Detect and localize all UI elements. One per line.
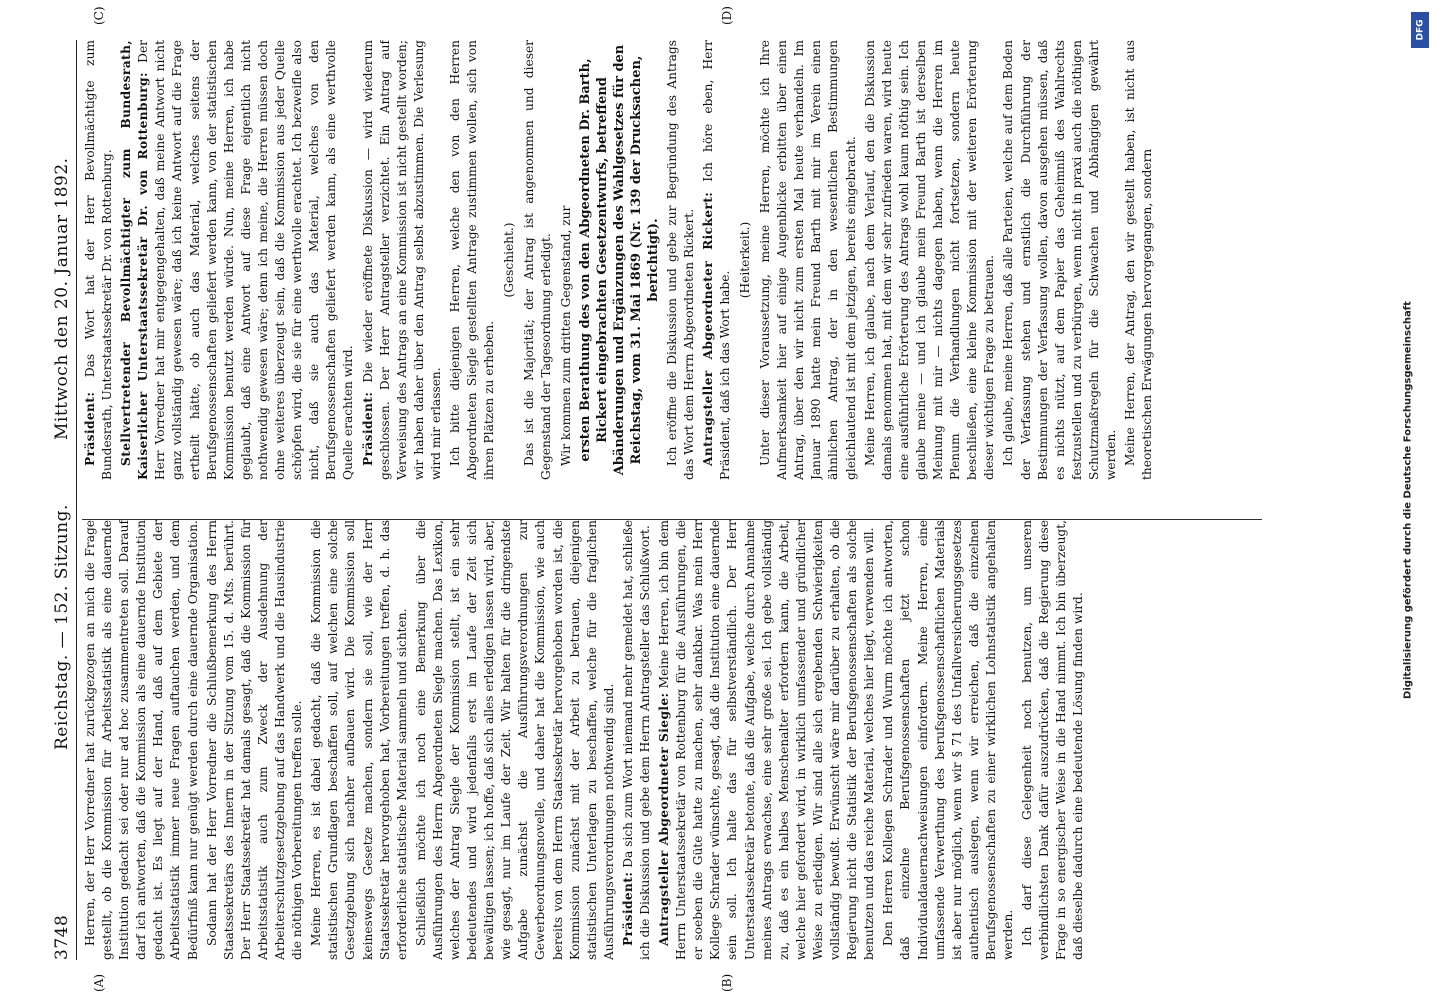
speech-text: Das Wort hat der Herr Bevollmächtigte zum Bundesrath, Unterstaatssekretär Dr. von Rottenburg. — [83, 40, 115, 480]
speaker-name: Präsident: — [620, 871, 635, 946]
margin-marker-b: (B) — [720, 973, 734, 992]
left-column — [82, 520, 1282, 960]
speech-text: Ich höre eben, Herr Präsident, daß ich das Wort habe. — [700, 40, 732, 480]
speaker-name: Präsident: — [83, 391, 97, 466]
paragraph: Sodann hat der Herr Vorredner die Schlußbemerkung des Herrn Staatssekretärs des Innern in der Sitzung vom 15. d. Mts. berührt. Der Herr Staatssekretär hat damals gesagt, daß die Kommission für Arbeitsstatistik auch zum Zweck der Ausdehnung der Arbeiterschutzgesetzgebung auf das Handwerk und die Hausindustrie die nöthigen Vorbereitungen treffen solle. — [204, 520, 305, 960]
dfg-logo: DFG — [1411, 12, 1429, 48]
speaker-name: Stellvertretender Bevollmächtigter zum Bundesrath, Kaiserlicher Unterstaatssekretär Dr. von Rottenburg: — [119, 40, 151, 480]
header-rule — [76, 40, 77, 960]
speech-text: Da sich zum Wort niemand mehr gemeldet hat, schließe ich die Diskussion und gebe dem Herrn Antragsteller das Schlußwort. — [620, 520, 652, 960]
paragraph: Herren, der Herr Vorredner hat zurückgezogen an mich die Frage gestellt, ob die Kommission für Arbeitsstatistik als eine dauernde Institution gedacht sei oder nur ad hoc zusammentreten soll. Darauf darf ich antworten, daß die Kommission als eine dauernde Institution gedacht ist. Es liegt auf der Hand, daß auf dem Gebiete der Arbeitsstatistik immer neue Fragen auftauchen werden, und dem Bedürfniß kann nur genügt werden durch eine dauernde Organisation. — [83, 520, 200, 960]
paragraph: Das ist die Majorität; der Antrag ist angenommen und dieser Gegenstand der Tagesordnung erledigt. — [522, 40, 554, 480]
speaker-name: Präsident: — [360, 391, 375, 466]
paragraph: Schließlich möchte ich noch eine Bemerkung über die Ausführungen des Herrn Abgeordneten Siegle machen. Das Lexikon, welches der Antrag Siegle der Kommission stellt, ist ein sehr bedeutendes und wird jedenfalls erst im Laufe der Zeit sich bewältigen lassen; ich hoffe, daß sich alles erledigen lassen wird, aber, wie gesagt, nur im Laufe der Zeit. Wir halten für die dringendste Aufgabe zunächst die Ausführungsverordnungen zur Gewerbeordnungsnovelle, und daher hat die Kommission, wie auch bereits von dem Herrn Staatssekretär hervorgehoben worden ist, die Kommission zunächst mit der Arbeit zu betrauen, diejenigen statistischen Unterlagen zu beschaffen, welche für die fraglichen Ausführungsverordnungen nothwendig sind. — [413, 520, 616, 960]
speech-text: Die wieder eröffnete Diskussion — wird wiederum geschlossen. Der Herr Antragsteller verzichtet. Ein Antrag auf Verweisung des Antrags an eine Kommission ist nicht gestellt worden; wir haben daher über den Antrag selbst abzustimmen. Die Verlesung wird mir erlassen. — [360, 40, 443, 480]
speaker-name: Antragsteller Abgeordneter Siegle: — [657, 692, 672, 946]
speaker-name: Antragsteller Abgeordneter Rickert: — [700, 191, 715, 466]
session-date: Mittwoch den 20. Januar 1892. — [52, 157, 72, 440]
paragraph: Den Herren Kollegen Schrader und Wurm möchte ich antworten, daß einzelne Berufsgenossenschaften jetzt schon Individualdauernachweisungen einfordern. Meine Herren, eine umfassende Verwerthung des berufsgenossenschaftlichen Materials ist aber nur möglich, wenn wir § 71 des Unfallversicherungsgesetzes authentisch auslegen, wenn wir erreichen, daß die einzelnen Berufsgenossenschaften zu einer wirklichen Lohnstatistik angehalten werden. — [881, 520, 1015, 960]
right-column — [82, 40, 1282, 480]
margin-marker-c: (C) — [92, 6, 106, 25]
margin-marker-a: (A) — [92, 973, 106, 992]
margin-marker-d: (D) — [720, 6, 734, 25]
page-number: 3748 — [52, 914, 72, 960]
paragraph — [700, 40, 734, 480]
speech-text: Der Herr Vorredner hat mir entgegengehalten, daß meine Antwort nicht ganz vollständig gewesen wäre; daß ich keine Antwort auf die Frage ertheilt hätte, ob auch das Material, welches seitens der Berufsgenossenschaften geliefert werden kann, von der statistischen Kommission benutzt werden würde. Nun, meine Herren, ich habe geglaubt, daß eine Antwort auf diese Frage eigentlich nicht nothwendig gewesen wäre; denn ich meine, die Herren müssen doch ohne weiteres überzeugt sein, daß die Kommission aus jeder Quelle schöpfen wird, die sie für eine werthvolle erachtet. Ich bezweifle also nicht, daß sie auch das Material, welches von den Berufsgenossenschaften geliefert werden kann, als eine werthvolle Quelle erachten wird. — [136, 40, 356, 480]
paragraph: Ich glaube, meine Herren, daß alle Parteien, welche auf dem Boden der Verfassung stehen und ernstlich die Durchführung der Bestimmungen der Verfassung wollen, davon ausgehen müssen, daß es nichts nützt, auf dem Papier das Geheimniß des Wahlrechts festzustellen und zu verbürgen, wenn nicht in praxi auch die nöthigen Schutzmaßregeln für die Schwachen und Abhängigen gewährt werden. — [1001, 40, 1118, 480]
paragraph — [118, 40, 357, 480]
session-title: Reichstag. — 152. Sitzung. — [52, 504, 72, 750]
speech-text: Meine Herren, ich bin dem Herrn Unterstaatssekretär von Rottenburg für die Ausführungen, die er soeben die Güte hatte zu machen, sehr dankbar. Was mein Herr Kollege Schrader wünschte, gesagt, daß die Institution eine dauernde sein soll. Ich halte das für selbstverständlich. Der Herr Unterstaatssekretär betonte, daß die Aufgabe, welche durch Annahme meines Antrags erwachse, eine sehr große sei. Ich gebe vollständig zu, daß es ein halbes Menschenalter erfordern kann, die Arbeit, welche hier gefordert wird, in wirklich umfassender und gründlicher Weise zu erledigen. Wir sind alle sich ergebenden Schwierigkeiten vollständig bewußt. Erwünscht wäre mir darüber zu erhalten, ob die Regierung nicht die Statistik der Berufsgenossenschaften als solche benutzen und das reiche Material, welches hier liegt, verwenden will. — [657, 520, 877, 960]
paragraph: Meine Herren, ich glaube, nach dem Verlauf, den die Diskussion damals genommen hat, mit dem wir sehr zufrieden waren, wird heute eine ausführliche Erörterung des Antrags wohl kaum nöthig sein. Ich glaube meine — und ich glaube mein Freund Barth ist derselben Meinung mit mir — nichts dagegen haben, wenn die Herren im Plenum die Verhandlungen nicht fortsetzen, sondern heute beschließen, eine kleine Kommission mit der weiteren Erörterung dieser wichtigen Frage zu betrauen. — [862, 40, 997, 480]
paragraph: Ich eröffne die Diskussion und gebe zur Begründung des Antrags das Wort dem Herrn Abgeordneten Rickert. — [664, 40, 696, 480]
stage-direction: (Heiterkeit.) — [738, 221, 752, 299]
paragraph — [656, 520, 878, 960]
digitization-credit: Digitalisierung gefördert durch die Deutsche Forschungsgemeinschaft — [1402, 301, 1414, 699]
paragraph: Wir kommen zum dritten Gegenstand, zur — [558, 205, 573, 466]
paragraph: Meine Herren, es ist dabei gedacht, daß die Kommission die statistischen Grundlagen beschaffen soll, auf welchen eine solche Gesetzgebung sich nachher aufbauen wird. Die Kommission soll keineswegs Gesetze machen, sondern sie soll, wie der Herr Staatssekretär hervorgehoben hat, Vorbereitungen treffen, d. h. das erforderliche statistische Material sammeln und sichten. — [309, 520, 409, 960]
stage-direction: (Geschieht.) — [502, 222, 517, 298]
paragraph: Meine Herren, der Antrag, den wir gestellt haben, ist nicht aus theoretischen Erwägungen hervorgegangen, sondern — [1123, 40, 1155, 480]
paragraph — [82, 40, 116, 480]
paragraph — [360, 40, 445, 480]
paragraph: Unter dieser Voraussetzung, meine Herren, möchte ich Ihre Aufmerksamkeit hier auf einige Augenblicke erbitten über einen Antrag, über den wir nicht zum ersten Mal heute verhandeln. Im Januar 1890 hatte mein Freund Barth mit mir im Verein einen ähnlichen Antrag, der in den wesentlichen Bestimmungen gleichlautend ist mit dem jetzigen, bereits eingebracht. — [758, 40, 858, 480]
paragraph: Ich bitte diejenigen Herren, welche den von den Herren Abgeordneten Siegle gestellten Antrage zustimmen wollen, sich von ihren Plätzen zu erheben. — [447, 40, 497, 480]
paragraph — [620, 520, 654, 960]
paragraph: Ich darf diese Gelegenheit noch benutzen, um unseren verbindlichsten Dank dafür auszudrücken, daß die Regierung diese Frage in so energischer Weise in die Hand nimmt. Ich bin überzeugt, daß dieselbe dadurch eine bedeutende Lösung finden wird. — [1020, 520, 1086, 960]
agenda-item-heading: ersten Berathung des von den Abgeordneten Dr. Barth, Rickert eingebrachten Gesetzentwurfs, betreffend Abänderungen und Ergänzungen des Wahlgesetzes für den Reichstag, vom 31. Mai 1869 (Nr. 139 der Drucksachen, berichtigt). — [577, 44, 661, 476]
